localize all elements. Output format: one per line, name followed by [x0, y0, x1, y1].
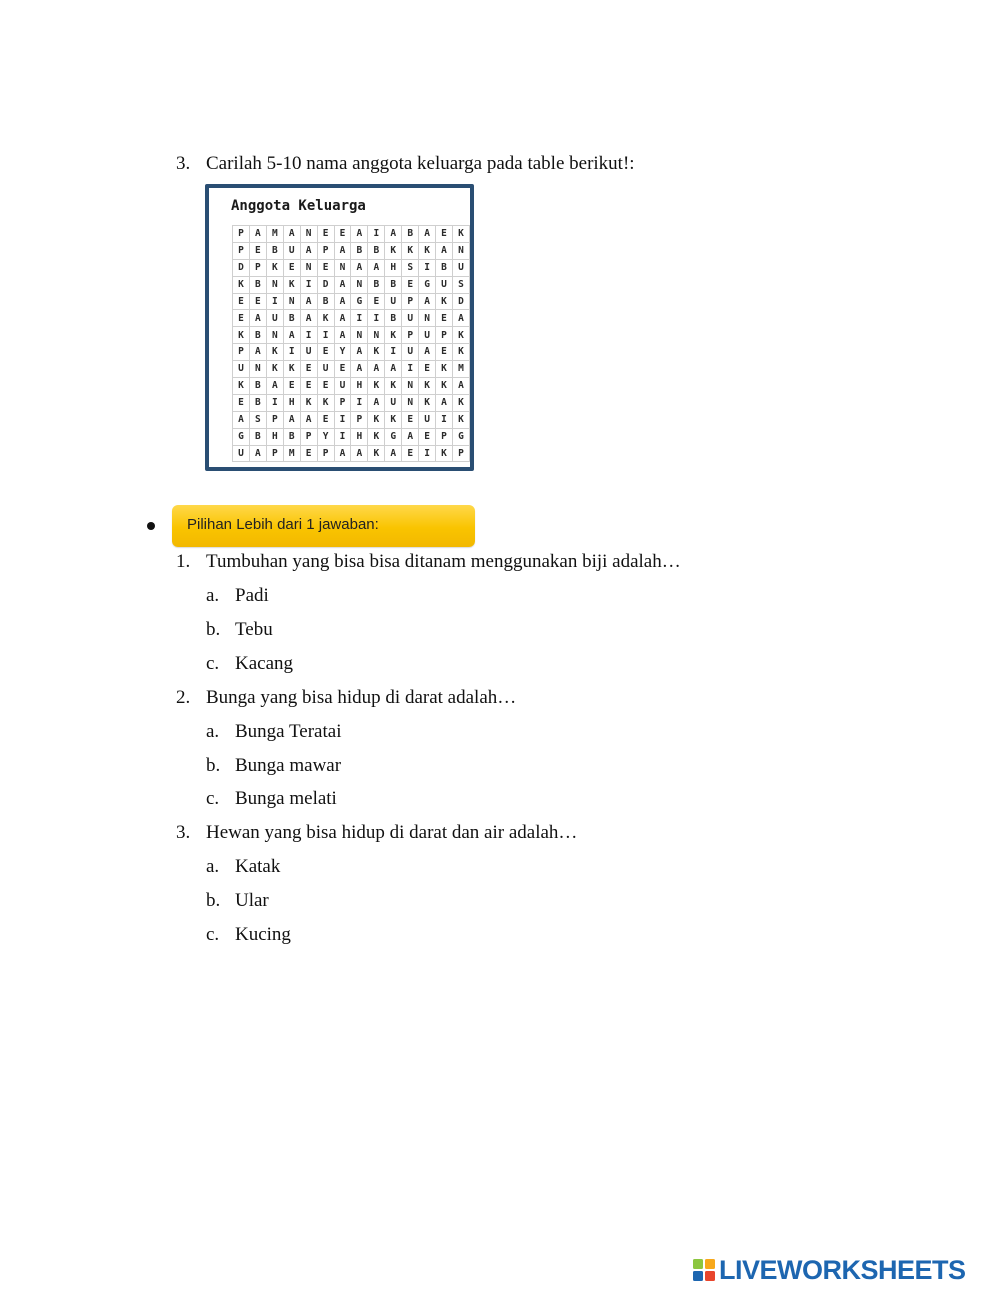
word-search-cell[interactable]: I: [368, 310, 385, 327]
word-search-cell[interactable]: Y: [334, 344, 351, 361]
word-search-cell[interactable]: M: [266, 226, 283, 243]
word-search-cell[interactable]: P: [317, 445, 334, 462]
word-search-cell[interactable]: B: [283, 428, 300, 445]
word-search-cell[interactable]: G: [233, 428, 250, 445]
word-search-cell[interactable]: A: [334, 276, 351, 293]
word-search-row: [233, 394, 470, 411]
q3-option-a-letter: a.: [206, 856, 220, 877]
word-search-cell[interactable]: B: [385, 310, 402, 327]
word-search-cell[interactable]: E: [419, 428, 436, 445]
word-search-cell[interactable]: U: [266, 310, 283, 327]
word-search-cell[interactable]: E: [300, 445, 317, 462]
word-search-cell[interactable]: A: [402, 428, 419, 445]
word-search-cell[interactable]: U: [233, 445, 250, 462]
word-search-cell[interactable]: E: [436, 226, 453, 243]
word-search-row: [233, 327, 470, 344]
word-search-panel: [205, 184, 474, 471]
word-search-cell[interactable]: N: [402, 378, 419, 395]
word-search-cell[interactable]: B: [436, 259, 453, 276]
word-search-cell[interactable]: I: [436, 411, 453, 428]
word-search-cell[interactable]: E: [402, 445, 419, 462]
word-search-cell[interactable]: N: [249, 361, 266, 378]
word-search-row: [233, 293, 470, 310]
word-search-cell[interactable]: U: [419, 411, 436, 428]
word-search-cell[interactable]: B: [249, 394, 266, 411]
word-search-cell[interactable]: K: [452, 411, 469, 428]
word-search-cell[interactable]: U: [317, 361, 334, 378]
word-search-cell[interactable]: A: [283, 226, 300, 243]
word-search-cell[interactable]: P: [233, 242, 250, 259]
word-search-cell[interactable]: A: [351, 259, 368, 276]
word-search-row: [233, 411, 470, 428]
word-search-cell[interactable]: N: [419, 310, 436, 327]
banner-label: Pilihan Lebih dari 1 jawaban:: [187, 516, 379, 533]
q2-option-c[interactable]: Bunga melati: [235, 788, 337, 809]
word-search-cell[interactable]: K: [436, 378, 453, 395]
q3-option-b-letter: b.: [206, 890, 221, 911]
word-search-cell[interactable]: A: [452, 310, 469, 327]
word-search-cell[interactable]: B: [266, 242, 283, 259]
word-search-cell[interactable]: P: [233, 344, 250, 361]
word-search-cell[interactable]: U: [452, 259, 469, 276]
q3-option-c-letter: c.: [206, 924, 220, 945]
word-search-cell[interactable]: K: [317, 394, 334, 411]
word-search-cell[interactable]: A: [351, 226, 368, 243]
word-search-cell[interactable]: K: [419, 378, 436, 395]
word-search-cell[interactable]: K: [385, 242, 402, 259]
q3-option-c[interactable]: Kucing: [235, 924, 291, 945]
word-search-cell[interactable]: I: [419, 259, 436, 276]
word-search-cell[interactable]: I: [419, 445, 436, 462]
logo-text: LIVEWORKSHEETS: [719, 1255, 966, 1285]
word-search-cell[interactable]: P: [249, 259, 266, 276]
word-search-cell[interactable]: I: [385, 344, 402, 361]
word-search-cell[interactable]: A: [385, 226, 402, 243]
word-search-cell[interactable]: P: [300, 428, 317, 445]
word-search-title: Anggota Keluarga: [231, 198, 366, 214]
word-search-cell[interactable]: K: [385, 378, 402, 395]
word-search-cell[interactable]: I: [283, 344, 300, 361]
word-search-cell[interactable]: P: [402, 293, 419, 310]
word-search-cell[interactable]: I: [351, 310, 368, 327]
word-search-cell[interactable]: A: [351, 361, 368, 378]
question-2-text: Bunga yang bisa hidup di darat adalah…: [206, 687, 517, 708]
word-search-cell[interactable]: K: [233, 276, 250, 293]
question-1-number: 1.: [176, 551, 191, 572]
q1-option-a-letter: a.: [206, 585, 220, 606]
word-search-cell[interactable]: B: [283, 310, 300, 327]
word-search-cell[interactable]: U: [385, 394, 402, 411]
q2-option-b-letter: b.: [206, 755, 221, 776]
question-1-text: Tumbuhan yang bisa bisa ditanam menggunakan biji adalah…: [206, 551, 681, 572]
q3-option-b[interactable]: Ular: [235, 890, 269, 911]
word-search-cell[interactable]: I: [300, 276, 317, 293]
word-search-cell[interactable]: A: [300, 242, 317, 259]
q1-option-a[interactable]: Padi: [235, 585, 269, 606]
word-search-cell[interactable]: A: [300, 411, 317, 428]
word-search-cell[interactable]: E: [233, 394, 250, 411]
word-search-cell[interactable]: A: [334, 327, 351, 344]
word-search-row: [233, 310, 470, 327]
word-search-cell[interactable]: U: [334, 378, 351, 395]
q2-option-a[interactable]: Bunga Teratai: [235, 721, 342, 742]
word-search-cell[interactable]: I: [351, 394, 368, 411]
word-search-cell[interactable]: P: [402, 327, 419, 344]
word-search-cell[interactable]: B: [249, 378, 266, 395]
word-search-cell[interactable]: A: [233, 411, 250, 428]
word-search-cell[interactable]: K: [317, 310, 334, 327]
word-search-cell[interactable]: A: [368, 259, 385, 276]
word-search-cell[interactable]: H: [351, 378, 368, 395]
word-search-cell[interactable]: A: [249, 344, 266, 361]
word-search-cell[interactable]: P: [266, 411, 283, 428]
word-search-row: [233, 428, 470, 445]
word-search-cell[interactable]: G: [452, 428, 469, 445]
word-search-cell[interactable]: E: [317, 226, 334, 243]
word-search-cell[interactable]: E: [233, 310, 250, 327]
multi-answer-banner: [172, 505, 475, 547]
word-search-cell[interactable]: H: [266, 428, 283, 445]
word-search-cell[interactable]: K: [385, 327, 402, 344]
word-search-cell[interactable]: E: [317, 378, 334, 395]
word-search-cell[interactable]: K: [283, 276, 300, 293]
word-search-cell[interactable]: A: [283, 327, 300, 344]
word-search-cell[interactable]: K: [233, 327, 250, 344]
question-2-number: 2.: [176, 687, 191, 708]
word-search-cell[interactable]: K: [385, 411, 402, 428]
word-search-cell[interactable]: A: [249, 310, 266, 327]
bullet-dot: [147, 522, 155, 530]
word-search-cell[interactable]: B: [385, 276, 402, 293]
word-search-cell[interactable]: P: [233, 226, 250, 243]
word-search-cell[interactable]: A: [249, 445, 266, 462]
word-search-cell[interactable]: A: [419, 226, 436, 243]
word-search-cell[interactable]: E: [300, 378, 317, 395]
word-search-cell[interactable]: N: [283, 293, 300, 310]
word-search-cell[interactable]: N: [266, 276, 283, 293]
q1-option-c-letter: c.: [206, 653, 220, 674]
q1-option-b[interactable]: Tebu: [235, 619, 273, 640]
word-search-cell[interactable]: Y: [317, 428, 334, 445]
word-search-row: [233, 378, 470, 395]
word-search-cell[interactable]: K: [402, 242, 419, 259]
word-search-cell[interactable]: E: [317, 411, 334, 428]
word-search-cell[interactable]: U: [385, 293, 402, 310]
word-search-cell[interactable]: K: [436, 361, 453, 378]
word-search-cell[interactable]: E: [283, 259, 300, 276]
word-search-cell[interactable]: A: [436, 394, 453, 411]
word-search-cell[interactable]: I: [402, 361, 419, 378]
word-search-cell[interactable]: K: [368, 411, 385, 428]
word-search-cell[interactable]: K: [368, 445, 385, 462]
q1-option-c[interactable]: Kacang: [235, 653, 294, 674]
word-search-cell[interactable]: K: [368, 344, 385, 361]
word-search-row: [233, 226, 470, 243]
word-search-cell[interactable]: U: [402, 310, 419, 327]
word-search-cell[interactable]: E: [300, 361, 317, 378]
word-search-cell[interactable]: M: [283, 445, 300, 462]
word-search-cell[interactable]: I: [368, 226, 385, 243]
word-search-cell[interactable]: P: [317, 242, 334, 259]
word-search-cell[interactable]: E: [436, 310, 453, 327]
word-search-cell[interactable]: N: [300, 259, 317, 276]
word-search-row: [233, 344, 470, 361]
word-search-cell[interactable]: E: [334, 361, 351, 378]
word-search-cell[interactable]: D: [317, 276, 334, 293]
word-search-cell[interactable]: E: [249, 293, 266, 310]
q3-option-a[interactable]: Katak: [235, 856, 281, 877]
word-search-cell[interactable]: P: [436, 327, 453, 344]
q1-option-b-letter: b.: [206, 619, 221, 640]
word-search-cell[interactable]: A: [419, 293, 436, 310]
word-search-cell[interactable]: H: [283, 394, 300, 411]
word-search-cell[interactable]: I: [334, 428, 351, 445]
word-search-cell[interactable]: B: [402, 226, 419, 243]
word-search-cell[interactable]: K: [452, 394, 469, 411]
word-search-cell[interactable]: K: [266, 361, 283, 378]
word-search-cell[interactable]: K: [266, 259, 283, 276]
q2-option-c-letter: c.: [206, 788, 220, 809]
word-search-cell[interactable]: K: [452, 344, 469, 361]
word-search-cell[interactable]: M: [452, 361, 469, 378]
word-search-cell[interactable]: A: [283, 411, 300, 428]
word-search-cell[interactable]: A: [419, 344, 436, 361]
word-search-cell[interactable]: E: [402, 411, 419, 428]
word-search-cell[interactable]: A: [300, 310, 317, 327]
word-search-cell[interactable]: K: [436, 445, 453, 462]
word-search-cell[interactable]: A: [249, 226, 266, 243]
word-search-cell[interactable]: K: [452, 226, 469, 243]
word-search-cell[interactable]: E: [368, 293, 385, 310]
word-search-cell[interactable]: H: [351, 428, 368, 445]
word-search-cell[interactable]: K: [419, 242, 436, 259]
word-search-cell[interactable]: B: [249, 327, 266, 344]
word-search-row: [233, 445, 470, 462]
word-search-cell[interactable]: A: [334, 242, 351, 259]
word-search-cell[interactable]: I: [300, 327, 317, 344]
liveworksheets-logo-icon: [693, 1259, 715, 1281]
word-search-cell[interactable]: E: [249, 242, 266, 259]
word-search-cell[interactable]: N: [402, 394, 419, 411]
word-search-cell[interactable]: A: [436, 242, 453, 259]
word-search-cell[interactable]: P: [351, 411, 368, 428]
word-search-cell[interactable]: K: [300, 394, 317, 411]
word-search-cell[interactable]: N: [300, 226, 317, 243]
word-search-cell[interactable]: K: [266, 344, 283, 361]
word-search-cell[interactable]: B: [317, 293, 334, 310]
word-search-cell[interactable]: U: [233, 361, 250, 378]
word-search-cell[interactable]: A: [385, 361, 402, 378]
q2-option-b[interactable]: Bunga mawar: [235, 755, 342, 776]
word-search-cell[interactable]: E: [334, 226, 351, 243]
word-search-cell[interactable]: B: [249, 428, 266, 445]
word-search-cell[interactable]: E: [317, 344, 334, 361]
word-search-cell[interactable]: N: [334, 259, 351, 276]
section-3-prompt: Carilah 5-10 nama anggota keluarga pada table berikut!:: [206, 153, 635, 174]
word-search-cell[interactable]: N: [368, 327, 385, 344]
word-search-cell[interactable]: E: [436, 344, 453, 361]
word-search-cell[interactable]: S: [452, 276, 469, 293]
word-search-cell[interactable]: U: [283, 242, 300, 259]
word-search-cell[interactable]: I: [317, 327, 334, 344]
word-search-cell[interactable]: A: [452, 378, 469, 395]
word-search-cell[interactable]: B: [249, 276, 266, 293]
word-search-cell[interactable]: A: [266, 378, 283, 395]
word-search-cell[interactable]: I: [334, 411, 351, 428]
word-search-cell[interactable]: A: [351, 445, 368, 462]
word-search-cell[interactable]: A: [368, 361, 385, 378]
word-search-cell[interactable]: B: [368, 276, 385, 293]
word-search-cell[interactable]: N: [351, 276, 368, 293]
word-search-cell[interactable]: E: [419, 361, 436, 378]
word-search-cell[interactable]: A: [368, 394, 385, 411]
word-search-cell[interactable]: A: [334, 310, 351, 327]
word-search-cell[interactable]: A: [334, 293, 351, 310]
word-search-cell[interactable]: U: [419, 327, 436, 344]
word-search-cell[interactable]: P: [452, 445, 469, 462]
question-3-number: 3.: [176, 822, 191, 843]
word-search-cell[interactable]: P: [436, 428, 453, 445]
word-search-grid: [232, 225, 470, 462]
word-search-cell[interactable]: I: [266, 293, 283, 310]
word-search-cell[interactable]: U: [436, 276, 453, 293]
word-search-cell[interactable]: N: [266, 327, 283, 344]
question-3-text: Hewan yang bisa hidup di darat dan air adalah…: [206, 822, 578, 843]
word-search-cell[interactable]: A: [300, 293, 317, 310]
word-search-cell[interactable]: K: [368, 428, 385, 445]
word-search-cell[interactable]: K: [283, 361, 300, 378]
word-search-cell[interactable]: G: [419, 276, 436, 293]
word-search-cell[interactable]: E: [233, 293, 250, 310]
word-search-row: [233, 242, 470, 259]
word-search-cell[interactable]: A: [351, 344, 368, 361]
word-search-cell[interactable]: U: [402, 344, 419, 361]
word-search-cell[interactable]: B: [351, 242, 368, 259]
q2-option-a-letter: a.: [206, 721, 220, 742]
word-search-cell[interactable]: P: [334, 394, 351, 411]
word-search-cell[interactable]: E: [402, 276, 419, 293]
word-search-cell[interactable]: E: [317, 259, 334, 276]
word-search-cell[interactable]: I: [266, 394, 283, 411]
word-search-cell[interactable]: P: [266, 445, 283, 462]
word-search-cell[interactable]: S: [402, 259, 419, 276]
word-search-cell[interactable]: K: [452, 327, 469, 344]
word-search-cell[interactable]: N: [452, 242, 469, 259]
word-search-cell[interactable]: K: [368, 378, 385, 395]
word-search-cell[interactable]: K: [419, 394, 436, 411]
word-search-row: [233, 361, 470, 378]
word-search-cell[interactable]: A: [385, 445, 402, 462]
section-3-number: 3.: [176, 153, 191, 174]
word-search-cell[interactable]: K: [233, 378, 250, 395]
word-search-row: [233, 259, 470, 276]
word-search-cell[interactable]: H: [385, 259, 402, 276]
word-search-cell[interactable]: G: [385, 428, 402, 445]
word-search-cell[interactable]: B: [368, 242, 385, 259]
word-search-cell[interactable]: E: [283, 378, 300, 395]
word-search-cell[interactable]: D: [452, 293, 469, 310]
word-search-cell[interactable]: G: [351, 293, 368, 310]
word-search-cell[interactable]: N: [351, 327, 368, 344]
word-search-cell[interactable]: A: [334, 445, 351, 462]
word-search-cell[interactable]: D: [233, 259, 250, 276]
word-search-cell[interactable]: U: [300, 344, 317, 361]
word-search-cell[interactable]: S: [249, 411, 266, 428]
word-search-row: [233, 276, 470, 293]
word-search-cell[interactable]: K: [436, 293, 453, 310]
